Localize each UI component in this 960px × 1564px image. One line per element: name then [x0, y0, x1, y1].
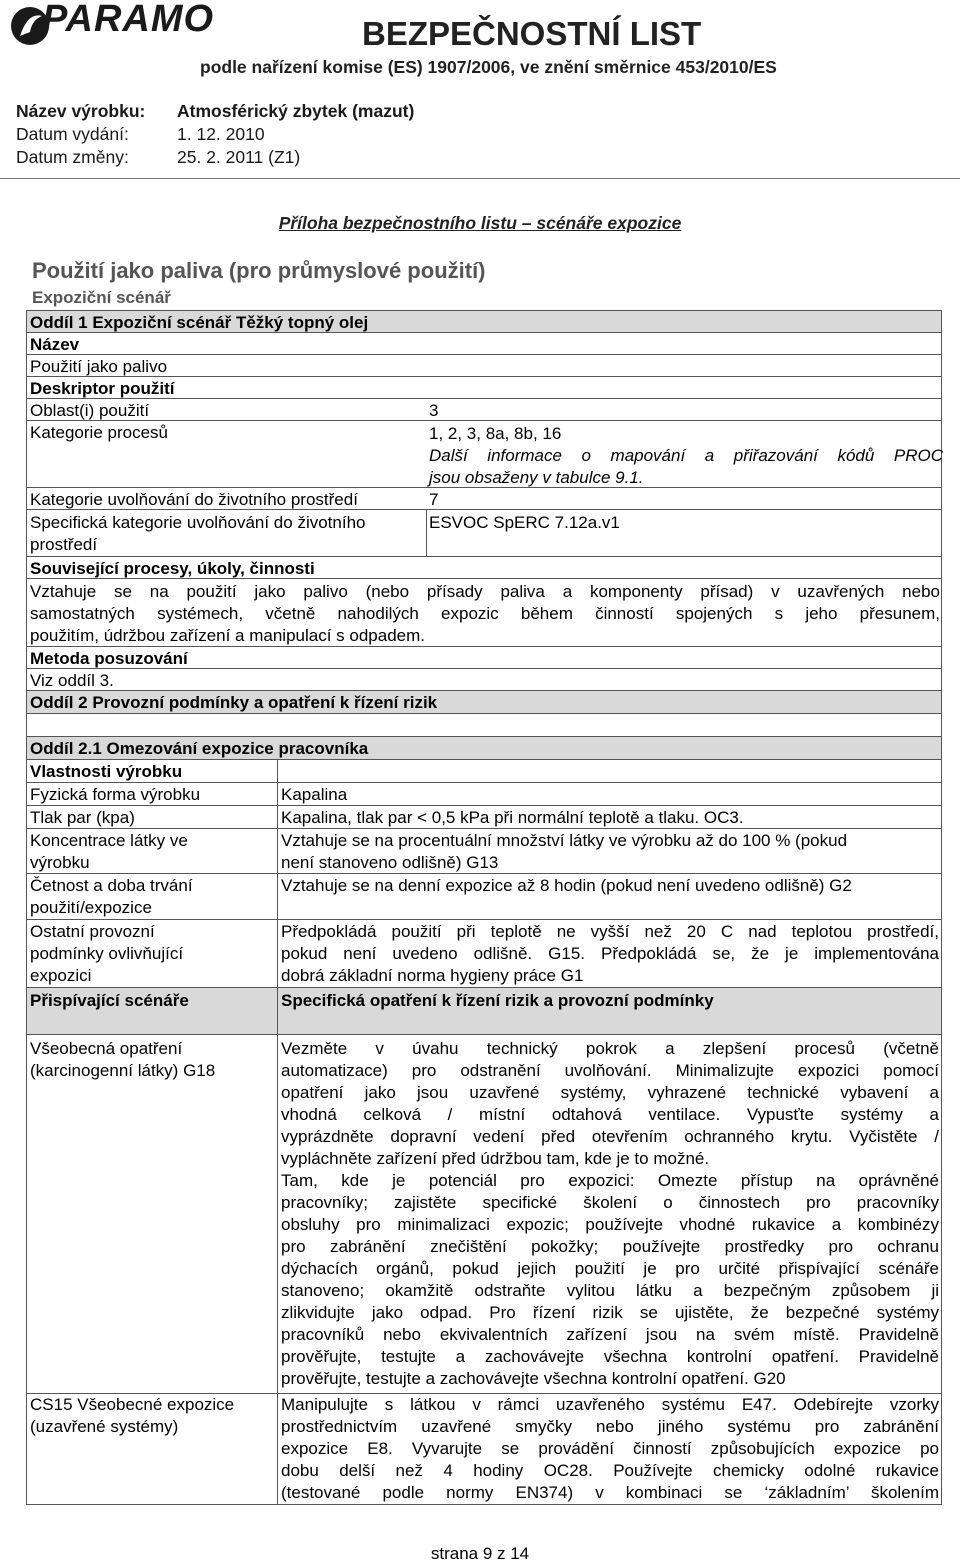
- text-line: zlikvidujte jako odpad. Pro řízení rizik se ujistěte, že bezpečné systémy: [281, 1303, 939, 1322]
- text-line: Tam, kde je potenciál pro expozici: Omezte přístup na oprávněné: [281, 1171, 939, 1190]
- cs15-row: CS15 Všeobecné expozice (uzavřené systémy) Manipulujte s látkou v rámci uzavřeného systému E47. Odebírejte vzorky prostřednictvím uzavřené smyčky nebo jiného systému pro zabránění expozice E8. Vyvarujte se provádění činností způsobujících expozice po dobu delší než 4 hodiny OC28. Používejte chemicky odolné rukavice (testované podle normy EN374) v kombinaci se ‘základním’ školením: [26, 1393, 942, 1505]
- text-line: dobu delší než 4 hodiny OC28. Používejte chemicky odolné rukavice: [281, 1461, 939, 1480]
- text-line: (testované podle normy EN374) v kombinaci se ‘základním’ školením: [281, 1483, 939, 1502]
- text-line: obsluhy pro minimalizaci expozic; používejte vhodné rukavice a kombinézy: [281, 1215, 939, 1234]
- text-line: opatření jako jsou uzavřené systémy, vyhrazené technické vybavení a: [281, 1083, 939, 1102]
- issued-label: Datum vydání:: [16, 124, 129, 144]
- s21-title-row: Oddíl 2.1 Omezování expozice pracovníka: [26, 736, 942, 760]
- nazev-label-row: Název: [26, 332, 942, 355]
- related-title-row: Související procesy, úkoly, činnosti: [26, 556, 942, 579]
- text-line: prostřednictvím uzavřené smyčky nebo jiného systému pro zabránění: [281, 1417, 939, 1436]
- text-line: prověřujte, testujte a zachovávejte všechna kontrolní opatření. Pravidelně: [281, 1347, 939, 1366]
- general-measures-row: Všeobecná opatření (karcinogenní látky) G18 Vezměte v úvahu technický pokrok a zlepšení procesů (včetně automatizace) pro odstranění uvolňování. Minimalizujte expozici pomocí opatření jako jsou uzavřené systémy, vyhrazené technické vybavení a vhodná celková / místní odtahová ventilace. Vypusťte systémy a vyprázdněte dopravní vedení před otevřením ochranného krytu. Vyčistěte / vypláchněte zařízení před údržbou tam, kde je to možné. Tam, kde je potenciál pro expozici: Omezte přístup na oprávněné pracovníky; zajistěte specifické školení o činnostech pro pracovníky obsluhy pro minimalizaci expozic; používejte vhodné rukavice a kombinézy pro zabránění znečištění pokožky; používejte prostředky pro ochranu dýchacích orgánů, pokud jejich použití je pro určité přispívající scénáře stanoveno; okamžitě odstraňte vylitou látku a bezpečným způsobem ji zlikvidujte jako odpad. Pro řízení rizik se ujistěte, že bezpečné systémy pracovníků nebo ekvivalentních zařízení jsou na svém místě. Pravidelně prověřujte, testujte a zachovávejte všechna kontrolní opatření. Pravidelně prověřujte, testujte a zachovávejte všechna kontrolní opatření. G20: [26, 1034, 942, 1394]
- vapour-pressure-row: Tlak par (kpa) Kapalina, tlak par < 0,5 kPa při normální teplotě a tlaku. OC3.: [26, 805, 942, 829]
- s1-title-row: Oddíl 1 Expoziční scénář Těžký topný olej: [26, 310, 942, 333]
- text-line: pracovníků nebo ekvivalentních zařízení jsou na svém místě. Pravidelně: [281, 1325, 939, 1344]
- concentration-row: Koncentrace látky ve výrobku Vztahuje se na procentuální množství látky ve výrobku až do 100 % (pokud není stanoveno odlišně) G13: [26, 828, 942, 874]
- proc-row: Kategorie procesů 1, 2, 3, 8a, 8b, 16 Další informace o mapování a přiřazování kódů PROC jsou obsaženy v tabulce 9.1.: [26, 420, 942, 488]
- text-line: prověřujte, testujte a zachovávejte všechna kontrolní opatření. G20: [281, 1369, 786, 1388]
- paramo-logo: [10, 0, 215, 52]
- s2-title-row: Oddíl 2 Provozní podmínky a opatření k řízení rizik: [26, 690, 942, 714]
- text-line: vhodná celková / místní odtahová ventilace. Vypusťte systémy a: [281, 1105, 939, 1124]
- text-line: automatizace) pro odstranění uvolňování. Minimalizujte expozici pomocí: [281, 1061, 939, 1080]
- text-line: Manipulujte s látkou v rámci uzavřeného systému E47. Odebírejte vzorky: [281, 1395, 939, 1414]
- text-line: pro zabránění znečištění pokožky; používejte prostředky pro ochranu: [281, 1237, 939, 1256]
- nazev-value-row: Použití jako palivo: [26, 354, 942, 377]
- product-label: Název výrobku:: [16, 101, 146, 121]
- section-title: Použití jako paliva (pro průmyslové použití): [32, 258, 486, 283]
- s2-spacer-row: [26, 713, 942, 737]
- issued-value: 1. 12. 2010: [177, 124, 265, 144]
- form-row: Fyzická forma výrobku Kapalina: [26, 782, 942, 806]
- descriptor-row: Deskriptor použití: [26, 376, 942, 399]
- erc-row: Kategorie uvolňování do životního prostředí 7: [26, 487, 942, 510]
- product-value: Atmosférický zbytek (mazut): [177, 101, 415, 121]
- text-line: pracovníky; zajistěte specifické školení o činnostech pro pracovníky: [281, 1193, 939, 1212]
- sperc-row: Specifická kategorie uvolňování do životního prostředí ESVOC SpERC 7.12a.v1: [26, 509, 942, 557]
- contributing-row: Přispívající scénáře Specifická opatření k řízení rizik a provozní podmínky: [26, 987, 942, 1035]
- text-line: Vezměte v úvahu technický pokrok a zlepšení procesů (včetně: [281, 1039, 939, 1058]
- cs15-text: [281, 1394, 939, 1504]
- document-title: BEZPEČNOSTNÍ LIST: [362, 15, 702, 52]
- text-line: vyprázdněte dopravní vedení před otevřením ochranného krytu. Vyčistěte /: [281, 1127, 939, 1146]
- general-measures-text: [281, 1038, 939, 1390]
- area-row: Oblast(i) použití 3: [26, 398, 942, 421]
- frequency-row: Četnost a doba trvání použití/expozice Vztahuje se na denní expozice až 8 hodin (pokud není uvedeno odlišně) G2: [26, 873, 942, 920]
- other-conditions-row: Ostatní provozní podmínky ovlivňující expozici Předpokládá použití při teplotě ne vyšší než 20 C nad teplotou prostředí, pokud není uvedeno odlišně. G15. Předpokládá se, že je implementována dobrá základní norma hygieny práce G1: [26, 919, 942, 988]
- props-title-row: Vlastnosti výrobku: [26, 759, 942, 783]
- annex-title: Příloha bezpečnostního listu – scénáře expozice: [278, 213, 682, 233]
- related-text-row: Vztahuje se na použití jako palivo (nebo přísady paliva a komponenty přísad) v uzavřených nebo samostatných systémech, včetně nahodilých expozic během činností spojených s jeho přesunem, použitím, údržbou zařízení a manipulací s odpadem.: [26, 578, 942, 647]
- logo-text: PARAMO: [42, 0, 215, 40]
- text-line: dýchacích orgánů, pokud jejich použití je pro určité přispívající scénáře: [281, 1259, 939, 1278]
- text-line: vypláchněte zařízení před údržbou tam, kde je to možné.: [281, 1149, 710, 1168]
- text-line: stanoveno; okamžitě odstraňte vylitou látku a bezpečným způsobem ji: [281, 1281, 939, 1300]
- changed-label: Datum změny:: [16, 147, 129, 167]
- header-divider: [0, 178, 960, 179]
- text-line: expozice E8. Vyvarujte se provádění činností způsobujících expozice po: [281, 1439, 939, 1458]
- document-subtitle: podle nařízení komise (ES) 1907/2006, ve znění směrnice 453/2010/ES: [200, 57, 777, 77]
- method-value-row: Viz oddíl 3.: [26, 668, 942, 691]
- method-title-row: Metoda posuzování: [26, 646, 942, 669]
- changed-value: 25. 2. 2011 (Z1): [177, 147, 301, 167]
- page-number: strana 9 z 14: [430, 1544, 530, 1563]
- section-subtitle: Expoziční scénář: [32, 288, 171, 307]
